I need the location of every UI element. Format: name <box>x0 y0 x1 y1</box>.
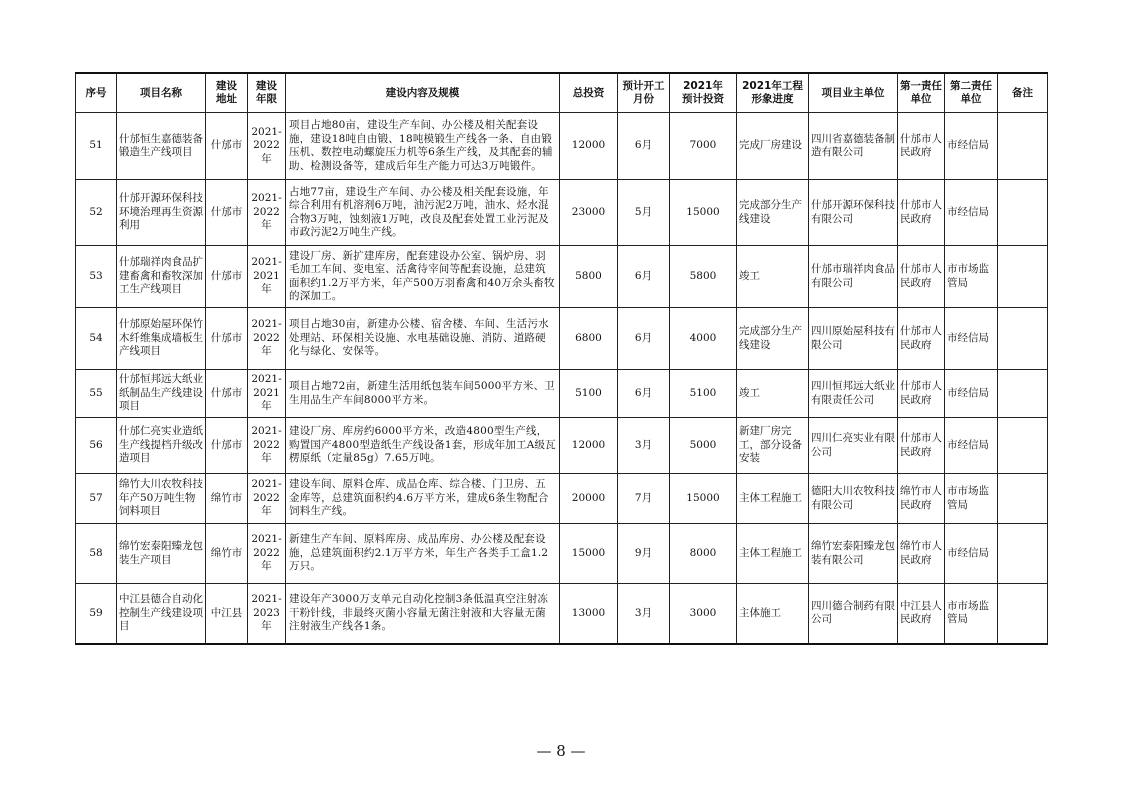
cell-start-month: 5月 <box>618 180 670 246</box>
cell-location: 什邡市 <box>206 113 248 180</box>
table-row <box>76 308 1048 370</box>
cell-2021-progress: 主体工程施工 <box>737 524 809 584</box>
cell-2021-investment: 3000 <box>670 584 737 644</box>
header-remarks: 备注 <box>998 73 1048 113</box>
cell-first-responsible: 中江县人民政府 <box>898 584 945 644</box>
cell-index: 54 <box>76 308 117 370</box>
cell-start-month: 6月 <box>618 370 670 418</box>
cell-content-scale: 项目占地80亩，建设生产车间、办公楼及相关配套设施，建设18吨自由锻、18吨模锻生产线各一条、自由锻压机、数控电动螺旋压力机等6条生产线，及其配套的辅助、检测设备等，建成后年生产能力可达3万吨锻件。 <box>286 113 560 180</box>
cell-2021-progress: 竣工 <box>737 246 809 308</box>
cell-location: 绵竹市 <box>206 524 248 584</box>
cell-index: 59 <box>76 584 117 644</box>
cell-owner-unit: 绵竹宏泰阳臻龙包装有限公司 <box>809 524 898 584</box>
cell-project-name: 什邡瑞祥肉食品扩建畜禽和畜牧深加工生产线项目 <box>117 246 206 308</box>
cell-first-responsible: 什邡市人民政府 <box>898 180 945 246</box>
cell-owner-unit: 四川恒邦远大纸业有限责任公司 <box>809 370 898 418</box>
cell-owner-unit: 四川德合制药有限公司 <box>809 584 898 644</box>
cell-remarks <box>998 524 1048 584</box>
header-owner-unit: 项目业主单位 <box>809 73 898 113</box>
header-project-name: 项目名称 <box>117 73 206 113</box>
cell-start-month: 3月 <box>618 584 670 644</box>
cell-2021-investment: 5800 <box>670 246 737 308</box>
cell-start-month: 6月 <box>618 246 670 308</box>
header-period: 建设 年限 <box>248 73 286 113</box>
cell-owner-unit: 四川仁亮实业有限公司 <box>809 418 898 474</box>
cell-2021-progress: 完成厂房建设 <box>737 113 809 180</box>
table-row <box>76 246 1048 308</box>
cell-content-scale: 项目占地30亩，新建办公楼、宿舍楼、车间、生活污水处理站、环保相关设施、水电基础设施、消防、道路硬化与绿化、安保等。 <box>286 308 560 370</box>
cell-2021-progress: 完成部分生产线建设 <box>737 308 809 370</box>
cell-2021-progress: 主体工程施工 <box>737 474 809 524</box>
header-content-scale: 建设内容及规模 <box>286 73 560 113</box>
header-second-responsible: 第二责任 单位 <box>945 73 998 113</box>
cell-content-scale: 建设厂房、新扩建库房，配套建设办公室、锅炉房、羽毛加工车间、变电室、活禽待宰间等配套设施，总建筑面积约1.2万平方米，年产500万羽畜禽和40万余头畜牧的深加工。 <box>286 246 560 308</box>
cell-total-investment: 20000 <box>560 474 618 524</box>
cell-period: 2021-2021年 <box>248 370 286 418</box>
cell-first-responsible: 什邡市人民政府 <box>898 246 945 308</box>
table-row <box>76 180 1048 246</box>
header-first-responsible: 第一责任 单位 <box>898 73 945 113</box>
cell-location: 什邡市 <box>206 246 248 308</box>
cell-remarks <box>998 180 1048 246</box>
cell-remarks <box>998 474 1048 524</box>
cell-second-responsible: 市市场监管局 <box>945 474 998 524</box>
cell-content-scale: 新建生产车间、原料库房、成品库房、办公楼及配套设施，总建筑面积约2.1万平方米，年生产各类手工盒1.2万只。 <box>286 524 560 584</box>
cell-period: 2021-2022年 <box>248 524 286 584</box>
cell-location: 什邡市 <box>206 370 248 418</box>
project-table <box>75 72 1048 645</box>
cell-2021-investment: 4000 <box>670 308 737 370</box>
cell-period: 2021-2022年 <box>248 474 286 524</box>
cell-location: 什邡市 <box>206 308 248 370</box>
cell-period: 2021-2023年 <box>248 584 286 644</box>
cell-start-month: 3月 <box>618 418 670 474</box>
cell-2021-investment: 5000 <box>670 418 737 474</box>
cell-first-responsible: 绵竹市人民政府 <box>898 474 945 524</box>
cell-total-investment: 15000 <box>560 524 618 584</box>
cell-index: 57 <box>76 474 117 524</box>
cell-2021-investment: 15000 <box>670 474 737 524</box>
cell-first-responsible: 什邡市人民政府 <box>898 308 945 370</box>
cell-total-investment: 12000 <box>560 113 618 180</box>
cell-second-responsible: 市经信局 <box>945 113 998 180</box>
cell-2021-investment: 8000 <box>670 524 737 584</box>
cell-2021-progress: 主体施工 <box>737 584 809 644</box>
cell-start-month: 9月 <box>618 524 670 584</box>
cell-first-responsible: 什邡市人民政府 <box>898 113 945 180</box>
cell-owner-unit: 什邡市瑞祥肉食品有限公司 <box>809 246 898 308</box>
table-row <box>76 584 1048 644</box>
table-row <box>76 418 1048 474</box>
cell-2021-investment: 5100 <box>670 370 737 418</box>
header-start-month: 预计开工 月份 <box>618 73 670 113</box>
cell-second-responsible: 市市场监管局 <box>945 584 998 644</box>
table-row <box>76 370 1048 418</box>
cell-index: 58 <box>76 524 117 584</box>
cell-second-responsible: 市经信局 <box>945 524 998 584</box>
cell-owner-unit: 四川原始屋科技有限公司 <box>809 308 898 370</box>
header-2021-progress: 2021年工程 形象进度 <box>737 73 809 113</box>
cell-index: 55 <box>76 370 117 418</box>
cell-remarks <box>998 584 1048 644</box>
cell-second-responsible: 市市场监管局 <box>945 246 998 308</box>
cell-content-scale: 建设厂房、库房约6000平方米，改造4800型生产线，购置国产4800型造纸生产线设备1套，形成年加工A级瓦楞原纸（定量85g）7.65万吨。 <box>286 418 560 474</box>
cell-location: 什邡市 <box>206 180 248 246</box>
cell-project-name: 绵竹宏泰阳臻龙包装生产项目 <box>117 524 206 584</box>
cell-period: 2021-2022年 <box>248 180 286 246</box>
cell-first-responsible: 什邡市人民政府 <box>898 418 945 474</box>
cell-second-responsible: 市经信局 <box>945 180 998 246</box>
header-location: 建设 地址 <box>206 73 248 113</box>
cell-project-name: 绵竹大川农牧科技年产50万吨生物饲料项目 <box>117 474 206 524</box>
cell-index: 53 <box>76 246 117 308</box>
page-number: — 8 — <box>536 742 586 760</box>
header-2021-investment: 2021年 预计投资 <box>670 73 737 113</box>
cell-period: 2021-2022年 <box>248 113 286 180</box>
cell-project-name: 中江县德合自动化控制生产线建设项目 <box>117 584 206 644</box>
cell-index: 51 <box>76 113 117 180</box>
cell-owner-unit: 四川省嘉德装备制造有限公司 <box>809 113 898 180</box>
cell-total-investment: 5100 <box>560 370 618 418</box>
cell-total-investment: 13000 <box>560 584 618 644</box>
header-total-investment: 总投资 <box>560 73 618 113</box>
cell-total-investment: 5800 <box>560 246 618 308</box>
table-row <box>76 524 1048 584</box>
cell-period: 2021-2022年 <box>248 418 286 474</box>
cell-total-investment: 12000 <box>560 418 618 474</box>
cell-owner-unit: 什邡开源环保科技有限公司 <box>809 180 898 246</box>
cell-start-month: 6月 <box>618 113 670 180</box>
cell-total-investment: 23000 <box>560 180 618 246</box>
cell-content-scale: 建设车间、原料仓库、成品仓库、综合楼、门卫房、五金库等，总建筑面积约4.6万平方米，建成6条生物配合饲料生产线。 <box>286 474 560 524</box>
cell-project-name: 什邡原始屋环保竹木纤维集成墙板生产线项目 <box>117 308 206 370</box>
cell-start-month: 7月 <box>618 474 670 524</box>
cell-2021-investment: 15000 <box>670 180 737 246</box>
cell-project-name: 什邡恒邦远大纸业纸制品生产线建设项目 <box>117 370 206 418</box>
header-index: 序号 <box>76 73 117 113</box>
cell-remarks <box>998 113 1048 180</box>
cell-location: 中江县 <box>206 584 248 644</box>
cell-2021-progress: 新建厂房完工，部分设备安装 <box>737 418 809 474</box>
cell-period: 2021-2021年 <box>248 246 286 308</box>
cell-location: 什邡市 <box>206 418 248 474</box>
table-header-row <box>76 73 1048 113</box>
table-row <box>76 474 1048 524</box>
cell-content-scale: 建设年产3000万支单元自动化控制3条低温真空注射冻干粉针线，非最终灭菌小容量无菌注射液和大容量无菌注射液生产线各1条。 <box>286 584 560 644</box>
cell-second-responsible: 市经信局 <box>945 308 998 370</box>
cell-first-responsible: 绵竹市人民政府 <box>898 524 945 584</box>
cell-remarks <box>998 308 1048 370</box>
table-body <box>76 113 1048 644</box>
cell-start-month: 6月 <box>618 308 670 370</box>
cell-second-responsible: 市经信局 <box>945 370 998 418</box>
cell-content-scale: 项目占地72亩，新建生活用纸包装车间5000平方米、卫生用品生产车间8000平方米。 <box>286 370 560 418</box>
cell-remarks <box>998 418 1048 474</box>
cell-period: 2021-2022年 <box>248 308 286 370</box>
table-row <box>76 113 1048 180</box>
cell-index: 56 <box>76 418 117 474</box>
cell-project-name: 什邡仁亮实业造纸生产线提档升级改造项目 <box>117 418 206 474</box>
cell-2021-progress: 完成部分生产线建设 <box>737 180 809 246</box>
cell-project-name: 什邡开源环保科技环境治理再生资源利用 <box>117 180 206 246</box>
cell-location: 绵竹市 <box>206 474 248 524</box>
cell-owner-unit: 德阳大川农牧科技有限公司 <box>809 474 898 524</box>
cell-2021-investment: 7000 <box>670 113 737 180</box>
cell-remarks <box>998 370 1048 418</box>
cell-content-scale: 占地77亩，建设生产车间、办公楼及相关配套设施，年综合利用有机溶剂6万吨，油污泥2万吨，油水、烃水混合物3万吨，蚀刻液1万吨，改良及配套处置工业污泥及市政污泥2万吨生产线。 <box>286 180 560 246</box>
cell-second-responsible: 市经信局 <box>945 418 998 474</box>
cell-total-investment: 6800 <box>560 308 618 370</box>
cell-project-name: 什邡恒生嘉德装备锻造生产线项目 <box>117 113 206 180</box>
cell-index: 52 <box>76 180 117 246</box>
cell-remarks <box>998 246 1048 308</box>
cell-first-responsible: 什邡市人民政府 <box>898 370 945 418</box>
cell-2021-progress: 竣工 <box>737 370 809 418</box>
